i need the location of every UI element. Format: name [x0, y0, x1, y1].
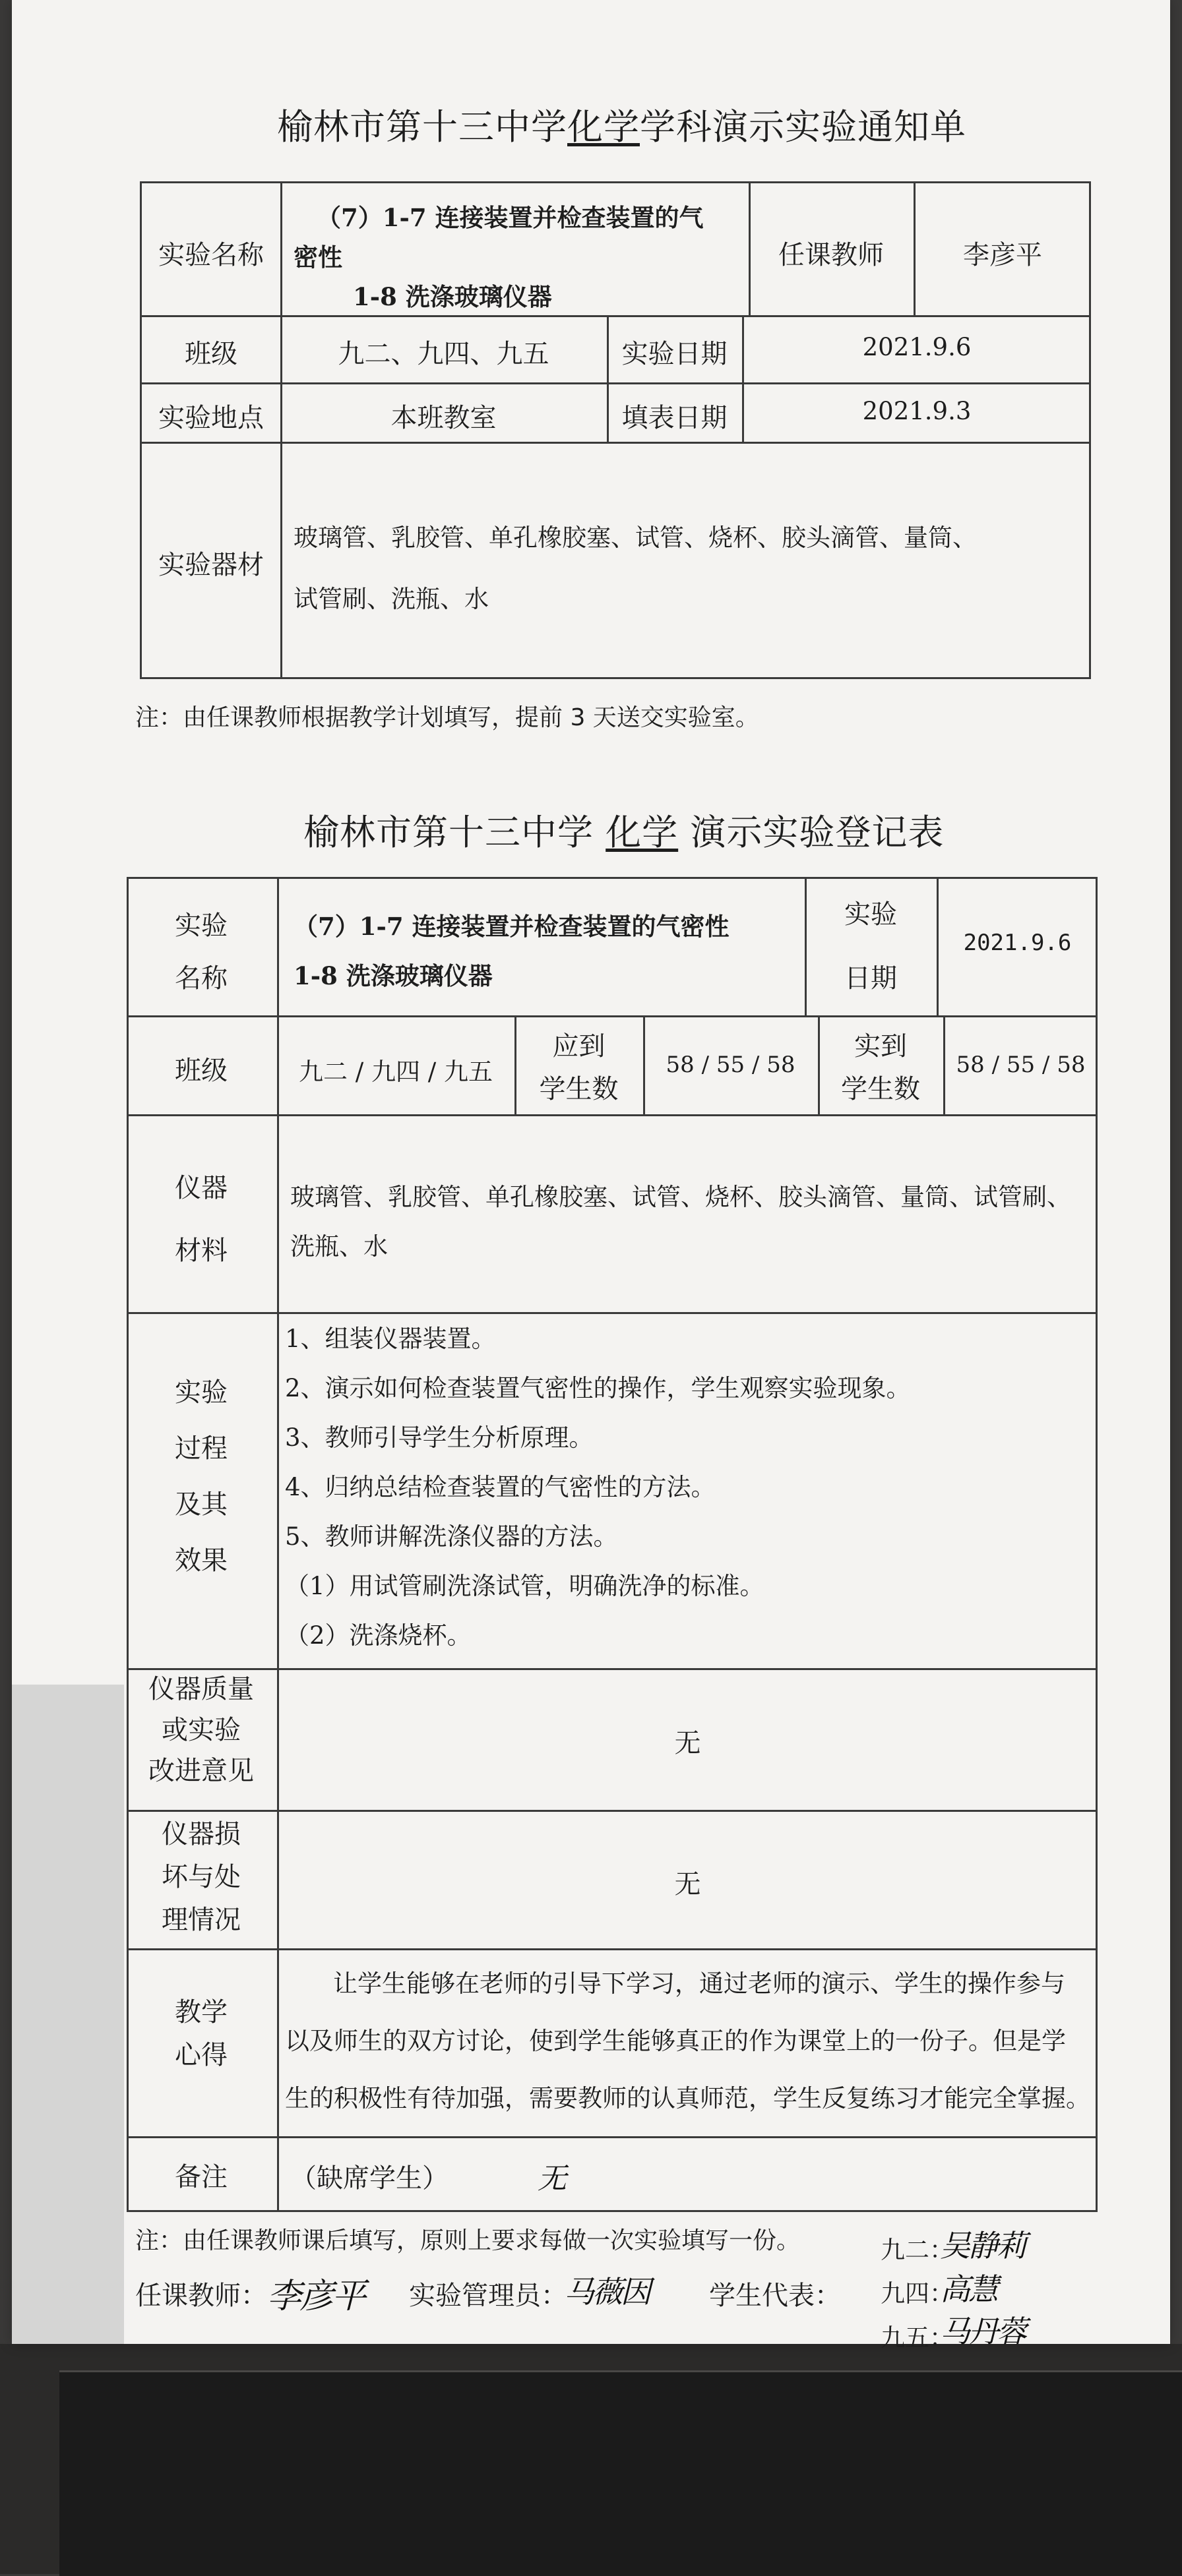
register-actual-value: 58 / 55 / 58	[956, 1052, 1086, 1078]
notice-class-value: 九二、九四、九五	[338, 339, 549, 369]
register-actual-label-1: 实到	[854, 1031, 907, 1062]
rep-signature-3: 马丹蓉	[940, 2314, 1025, 2349]
teacher-sign-label: 任课教师：	[135, 2281, 267, 2311]
admin-signature: 马薇因	[564, 2274, 649, 2310]
register-quality-label-2: 或实验	[162, 1715, 241, 1745]
register-process-label-2: 过程	[175, 1433, 228, 1464]
student-rep-label: 学生代表：	[709, 2281, 841, 2311]
register-actual-label-2: 学生数	[841, 1074, 920, 1104]
notice-exp-name-label: 实验名称	[158, 240, 264, 270]
register-damage-label-1: 仪器损	[162, 1819, 241, 1849]
notice-fill-date-label: 填表日期	[621, 403, 728, 433]
admin-sign-label: 实验管理员：	[409, 2281, 567, 2311]
register-reflection-label-2: 心得	[175, 2040, 228, 2070]
register-exp-date-label-2: 日期	[844, 963, 897, 994]
register-expected-label-1: 应到	[552, 1031, 606, 1062]
notice-footnote: 注：由任课教师根据教学计划填写，提前 3 天送交实验室。	[135, 704, 759, 731]
register-process-label-1: 实验	[175, 1377, 228, 1408]
notice-teacher-label: 任课教师	[778, 240, 884, 270]
register-damage-label-2: 坏与处	[162, 1862, 241, 1892]
register-expected-label-2: 学生数	[539, 1074, 619, 1104]
register-process-step: 5、教师讲解洗涤仪器的方法。	[285, 1522, 618, 1551]
register-damage-value: 无	[674, 1869, 701, 1900]
register-materials-label-1: 仪器	[175, 1173, 228, 1203]
register-process-label-4: 效果	[175, 1545, 228, 1576]
register-process-step: （2）洗涤烧杯。	[285, 1621, 472, 1650]
register-exp-name-line2: 1-8 洗涤玻璃仪器	[294, 961, 493, 990]
register-materials-line1: 玻璃管、乳胶管、单孔橡胶塞、试管、烧杯、胶头滴管、量筒、试管刷、	[290, 1183, 1071, 1211]
notice-equipment-label: 实验器材	[158, 550, 264, 580]
register-quality-value: 无	[674, 1728, 701, 1758]
register-reflection-label-1: 教学	[175, 1997, 228, 2027]
folded-corner	[12, 1685, 124, 2344]
register-process-step: （1）用试管刷洗涤试管，明确洗净的标准。	[285, 1572, 764, 1600]
teacher-signature: 李彦平	[267, 2277, 365, 2316]
register-process-label-3: 及其	[175, 1489, 228, 1520]
register-expected-value: 58 / 55 / 58	[666, 1052, 795, 1078]
rep-class-3: 九五：	[881, 2323, 954, 2352]
register-title: 榆林市第十三中学 化学 演示实验登记表	[303, 812, 945, 853]
rep-class-2: 九四：	[881, 2279, 954, 2308]
register-process-step: 1、组装仪器装置。	[285, 1325, 496, 1353]
register-materials-line2: 洗瓶、水	[290, 1232, 388, 1261]
register-remarks-handwritten: 无	[538, 2162, 565, 2196]
register-damage-label-3: 理情况	[162, 1905, 241, 1935]
register-remarks-label: 备注	[175, 2162, 228, 2192]
notice-title: 榆林市第十三中学化学学科演示实验通知单	[277, 106, 966, 148]
notice-class-label: 班级	[185, 339, 237, 369]
notice-equipment-line2: 试管刷、洗瓶、水	[294, 585, 489, 613]
register-process-step: 2、演示如何检查装置气密性的操作，学生观察实验现象。	[285, 1374, 911, 1402]
binder-cover	[59, 2370, 1182, 2576]
notice-exp-date-label: 实验日期	[621, 339, 728, 369]
register-process-step: 4、归纳总结检查装置的气密性的方法。	[285, 1473, 716, 1501]
rep-signature-2: 高慧	[940, 2271, 997, 2307]
register-process-step: 3、教师引导学生分析原理。	[285, 1423, 594, 1452]
notice-location-value: 本班教室	[390, 403, 497, 433]
register-exp-name-label-2: 名称	[175, 963, 228, 994]
register-remarks-value: （缺席学生）	[290, 2163, 449, 2194]
register-exp-date-value: 2021.9.6	[963, 930, 1072, 956]
notice-exp-name-line2: 密性	[294, 243, 342, 272]
register-quality-label-1: 仪器质量	[148, 1674, 254, 1704]
notice-fill-date-value: 2021.9.3	[862, 397, 972, 425]
register-exp-name-line1: （7）1-7 连接装置并检查装置的气密性	[294, 912, 730, 941]
notice-exp-name-line1: （7）1-7 连接装置并检查装置的气	[317, 203, 704, 232]
register-class-value: 九二 / 九四 / 九五	[299, 1058, 493, 1086]
notice-teacher-name: 李彦平	[963, 240, 1042, 270]
rep-class-1: 九二：	[881, 2236, 954, 2264]
register-reflection-line: 以及师生的双方讨论，使到学生能够真正的作为课堂上的一份子。但是学	[285, 2027, 1066, 2055]
register-reflection-line: 让学生能够在老师的引导下学习，通过老师的演示、学生的操作参与	[333, 1969, 1065, 1998]
notice-equipment-line1: 玻璃管、乳胶管、单孔橡胶塞、试管、烧杯、胶头滴管、量筒、	[294, 524, 977, 552]
rep-signature-1: 吴静莉	[940, 2228, 1025, 2263]
register-materials-label-2: 材料	[175, 1236, 228, 1266]
register-footnote: 注：由任课教师课后填写，原则上要求每做一次实验填写一份。	[135, 2227, 801, 2254]
register-exp-date-label-1: 实验	[844, 899, 897, 930]
notice-exp-name-line3: 1-8 洗涤玻璃仪器	[353, 282, 552, 311]
register-exp-name-label-1: 实验	[175, 911, 228, 941]
register-reflection-line: 生的积极性有待加强，需要教师的认真师范，学生反复练习才能完全掌握。	[285, 2084, 1090, 2112]
notice-exp-date-value: 2021.9.6	[862, 333, 972, 361]
register-class-label: 班级	[175, 1056, 228, 1086]
register-quality-label-3: 改进意见	[148, 1756, 254, 1786]
notice-location-label: 实验地点	[158, 403, 264, 433]
